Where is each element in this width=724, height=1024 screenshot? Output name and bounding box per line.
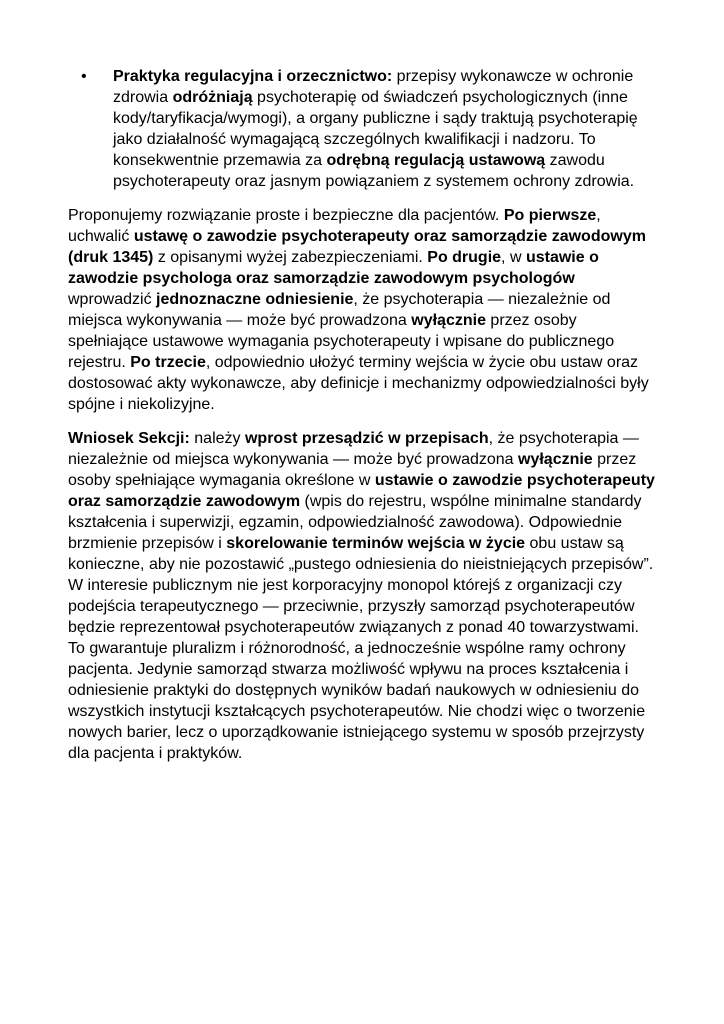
text-run: przez osoby spełniające wymagania określone w <box>68 451 637 489</box>
text-run: przez osoby spełniające ustawowe wymagania psychoterapeuty i wpisane do publicznego rejestru. <box>68 312 615 371</box>
text-run: , że psychoterapia — niezależnie od miejsca wykonywania — może być prowadzona <box>68 430 639 468</box>
text-run: Po drugie <box>427 249 502 266</box>
text-run: wyłącznie <box>411 312 486 329</box>
text-run: odróżniają <box>172 89 253 106</box>
text-run: ustawie o zawodzie psychoterapeuty oraz samorządzie zawodowym <box>68 472 655 510</box>
document-content <box>68 66 660 764</box>
text-run: wprost przesądzić w przepisach <box>244 430 489 447</box>
text-run: skorelowanie terminów wejścia w życie <box>226 535 526 552</box>
text-run: obu ustaw są konieczne, aby nie pozostawić „pustego odniesienia do nieistniejących przepisów”. W interesie publicznym nie jest korporacyjny monopol którejś z organizacji czy podejścia terapeutycznego — przeciwnie, przyszły samorząd psychoterapeutów będzie reprezentował psychoterapeutów związanych z ponad 40 towarzystwami. To gwarantuje pluralizm i różnorodność, a jednocześnie wspólne ramy ochrony pacjenta. Jedynie samorząd stwarza możliwość wpływu na proces kształcenia i odniesienie praktyki do dostępnych wyników badań naukowych w odniesieniu do wszystkich instytucji kształcących psychoterapeutów. Nie chodzi więc o tworzenie nowych barier, lecz o uporządkowanie istniejącego systemu w sposób przejrzysty dla pacjenta i praktyków. <box>68 535 654 762</box>
text-run: , że psychoterapia — niezależnie od miejsca wykonywania — może być prowadzona <box>68 291 611 329</box>
text-run: ustawę o zawodzie psychoterapeuty oraz samorządzie zawodowym (druk 1345) <box>68 228 646 266</box>
text-run: wyłącznie <box>518 451 593 468</box>
text-run: przepisy wykonawcze w ochronie zdrowia <box>113 68 634 106</box>
text-run: Proponujemy rozwiązanie proste i bezpieczne dla pacjentów. <box>68 207 504 224</box>
text-run: Po pierwsze <box>503 207 597 224</box>
text-run: należy <box>189 430 245 447</box>
bullet-marker: • <box>81 68 87 85</box>
text-run: psychoterapię od świadczeń psychologicznych (inne kody/taryfikacja/wymogi), a organy publiczne i sądy traktują psychoterapię jako działalność wymagającą szczególnych kwalifikacji i nadzoru. To konsekwentnie przemawia za <box>113 89 638 169</box>
text-run: Praktyka regulacyjna i orzecznictwo: <box>113 68 393 85</box>
text-run: Wniosek Sekcji: <box>68 430 190 447</box>
text-run: , w <box>501 249 526 266</box>
text-run: jednoznaczne odniesienie <box>156 291 354 308</box>
text-run: ustawie o zawodzie psychologa oraz samorządzie zawodowym psychologów <box>68 249 599 287</box>
text-run: Po trzecie <box>130 354 206 371</box>
text-run: , uchwalić <box>68 207 601 245</box>
text-run: z opisanymi wyżej zabezpieczeniami. <box>153 249 428 266</box>
paragraph <box>68 205 660 415</box>
paragraph <box>68 428 660 764</box>
paragraph-text <box>113 66 660 192</box>
bullet-paragraph <box>68 66 660 192</box>
text-run: zawodu psychoterapeuty oraz jasnym powiązaniem z systemem ochrony zdrowia. <box>113 152 635 190</box>
text-run: wprowadzić <box>68 291 157 308</box>
text-run: , odpowiednio ułożyć terminy wejścia w życie obu ustaw oraz dostosować akty wykonawcze, aby definicje i mechanizmy odpowiedzialności były spójne i niekolizyjne. <box>68 354 649 413</box>
text-run: (wpis do rejestru, wspólne minimalne standardy kształcenia i superwizji, egzamin, odpowiedzialność zawodowa). Odpowiednie brzmienie przepisów i <box>68 493 642 552</box>
text-run: odrębną regulacją ustawową <box>326 152 546 169</box>
